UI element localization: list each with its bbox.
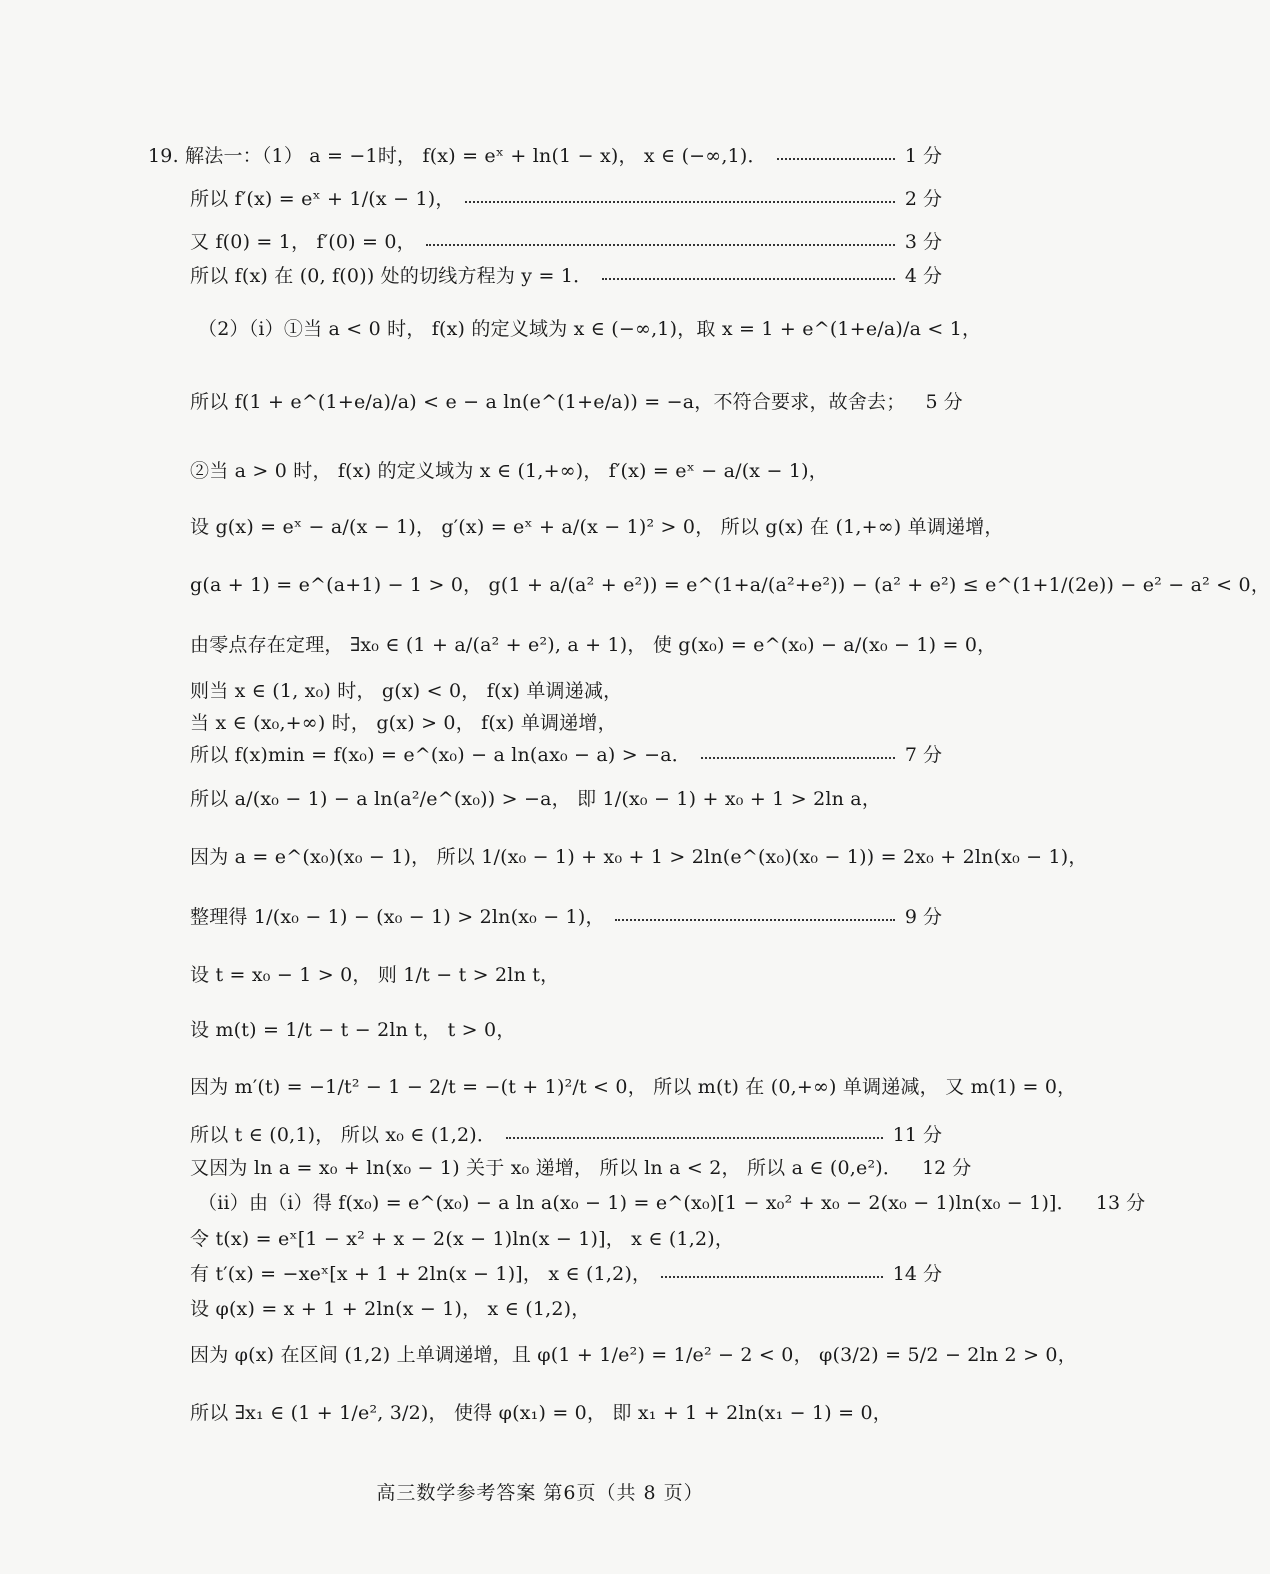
dot-leader <box>661 1276 883 1278</box>
answer-line <box>190 387 963 414</box>
line-text: 又 f(0) = 1， f′(0) = 0， <box>190 231 416 253</box>
line-text: 整理得 1/(x₀ − 1) − (x₀ − 1) > 2ln(x₀ − 1)， <box>190 906 605 928</box>
answer-line <box>190 1259 942 1286</box>
line-text: 令 t(x) = eˣ[1 − x² + x − 2(x − 1)ln(x − 1)]， x ∈ (1,2)， <box>190 1228 735 1250</box>
line-text: 设 g(x) = eˣ − a/(x − 1)， g′(x) = eˣ + a/(x − 1)² > 0， 所以 g(x) 在 (1,+∞) 单调递增， <box>190 516 1004 538</box>
answer-line <box>190 960 942 987</box>
line-text: 设 φ(x) = x + 1 + 2ln(x − 1)， x ∈ (1,2)， <box>190 1298 591 1320</box>
answer-line <box>198 1188 1146 1215</box>
answer-line <box>190 261 942 288</box>
line-text: 则当 x ∈ (1, x₀) 时， g(x) < 0， f(x) 单调递减， <box>190 680 623 702</box>
answer-line <box>190 184 942 211</box>
score-label: 3 分 <box>904 231 942 253</box>
score-label: 13 分 <box>1095 1192 1146 1214</box>
line-text: 有 t′(x) = −xeˣ[x + 1 + 2ln(x − 1)]， x ∈ (1,2)， <box>190 1263 652 1285</box>
answer-line <box>190 708 942 735</box>
answer-line <box>198 314 982 341</box>
answer-line <box>190 784 942 811</box>
dot-leader <box>701 757 895 759</box>
score-label: 11 分 <box>892 1124 942 1146</box>
line-text: 19. 解法一：（1） a = −1时， f(x) = eˣ + ln(1 − x)， x ∈ (−∞,1)． <box>148 145 767 167</box>
line-text: 设 t = x₀ − 1 > 0， 则 1/t − t > 2ln t， <box>190 964 560 986</box>
answer-line <box>190 1224 942 1251</box>
answer-line <box>190 676 942 703</box>
line-text: 因为 m′(t) = −1/t² − 1 − 2/t = −(t + 1)²/t < 0， 所以 m(t) 在 (0,+∞) 单调递减， 又 m(1) = 0， <box>190 1076 1077 1098</box>
dot-leader <box>506 1137 883 1139</box>
dot-leader <box>602 278 895 280</box>
line-text: 所以 ∃x₁ ∈ (1 + 1/e², 3/2)， 使得 φ(x₁) = 0， 即 x₁ + 1 + 2ln(x₁ − 1) = 0， <box>190 1402 893 1424</box>
answer-line <box>190 1072 1077 1099</box>
answer-line <box>190 227 942 254</box>
line-text: 因为 a = e^(x₀)(x₀ − 1)， 所以 1/(x₀ − 1) + x₀ + 1 > 2ln(e^(x₀)(x₀ − 1)) = 2x₀ + 2ln(x₀ − 1)， <box>190 846 1088 868</box>
answer-line <box>190 570 1270 597</box>
answer-line <box>190 1153 972 1180</box>
score-label: 4 分 <box>904 265 942 287</box>
score-label: 9 分 <box>904 906 942 928</box>
dot-leader <box>615 919 895 921</box>
answer-line <box>190 1120 942 1147</box>
line-text: ②当 a > 0 时， f(x) 的定义域为 x ∈ (1,+∞)， f′(x) = eˣ − a/(x − 1)， <box>190 460 828 482</box>
line-text: （2）（i）①当 a < 0 时， f(x) 的定义域为 x ∈ (−∞,1)，取 x = 1 + e^(1+e/a)/a < 1， <box>198 318 982 340</box>
answer-line <box>190 1294 942 1321</box>
answer-line <box>190 1398 942 1425</box>
answer-line <box>190 1340 1077 1367</box>
score-label: 5 分 <box>925 391 963 413</box>
line-text: 所以 f(x)min = f(x₀) = e^(x₀) − a ln(ax₀ − a) > −a． <box>190 744 691 766</box>
line-text: 所以 f′(x) = eˣ + 1/(x − 1)， <box>190 188 455 210</box>
answer-line <box>190 456 942 483</box>
dot-leader <box>777 158 895 160</box>
score-label: 12 分 <box>922 1157 972 1179</box>
page-footer: 高三数学参考答案 第6页（共 8 页） <box>376 1482 704 1504</box>
dot-leader <box>465 201 895 203</box>
score-label: 7 分 <box>904 744 942 766</box>
line-text: 因为 φ(x) 在区间 (1,2) 上单调递增，且 φ(1 + 1/e²) = 1/e² − 2 < 0， φ(3/2) = 5/2 − 2ln 2 > 0， <box>190 1344 1077 1366</box>
answer-line <box>190 740 942 767</box>
dot-leader <box>426 244 895 246</box>
answer-line <box>190 630 997 657</box>
answer-line <box>190 842 1088 869</box>
score-label: 2 分 <box>904 188 942 210</box>
answer-line <box>190 1015 942 1042</box>
score-label: 1 分 <box>904 145 942 167</box>
line-text: g(a + 1) = e^(a+1) − 1 > 0， g(1 + a/(a² + e²)) = e^(1+a/(a²+e²)) − (a² + e²) ≤ e^(1+1/(2e)) − e² − a² < 0， <box>190 574 1270 596</box>
line-text: 当 x ∈ (x₀,+∞) 时， g(x) > 0， f(x) 单调递增， <box>190 712 617 734</box>
answer-line <box>190 512 1004 539</box>
line-text: 所以 a/(x₀ − 1) − a ln(a²/e^(x₀)) > −a， 即 1/(x₀ − 1) + x₀ + 1 > 2ln a， <box>190 788 882 810</box>
line-text: 又因为 ln a = x₀ + ln(x₀ − 1) 关于 x₀ 递增， 所以 ln a < 2， 所以 a ∈ (0,e²)． <box>190 1157 903 1179</box>
score-label: 14 分 <box>892 1263 942 1285</box>
line-text: 所以 f(1 + e^(1+e/a)/a) < e − a ln(e^(1+e/a)) = −a，不符合要求，故舍去； <box>190 391 906 413</box>
answer-line <box>148 141 942 168</box>
line-text: （ii）由（i）得 f(x₀) = e^(x₀) − a ln a(x₀ − 1) = e^(x₀)[1 − x₀² + x₀ − 2(x₀ − 1)ln(x₀ − 1)]． <box>198 1192 1076 1214</box>
line-text: 由零点存在定理， ∃x₀ ∈ (1 + a/(a² + e²), a + 1)， 使 g(x₀) = e^(x₀) − a/(x₀ − 1) = 0， <box>190 634 997 656</box>
line-text: 所以 f(x) 在 (0, f(0)) 处的切线方程为 y = 1． <box>190 265 593 287</box>
line-text: 所以 t ∈ (0,1)， 所以 x₀ ∈ (1,2)． <box>190 1124 497 1146</box>
line-text: 设 m(t) = 1/t − t − 2ln t， t > 0， <box>190 1019 516 1041</box>
answer-line <box>190 902 942 929</box>
